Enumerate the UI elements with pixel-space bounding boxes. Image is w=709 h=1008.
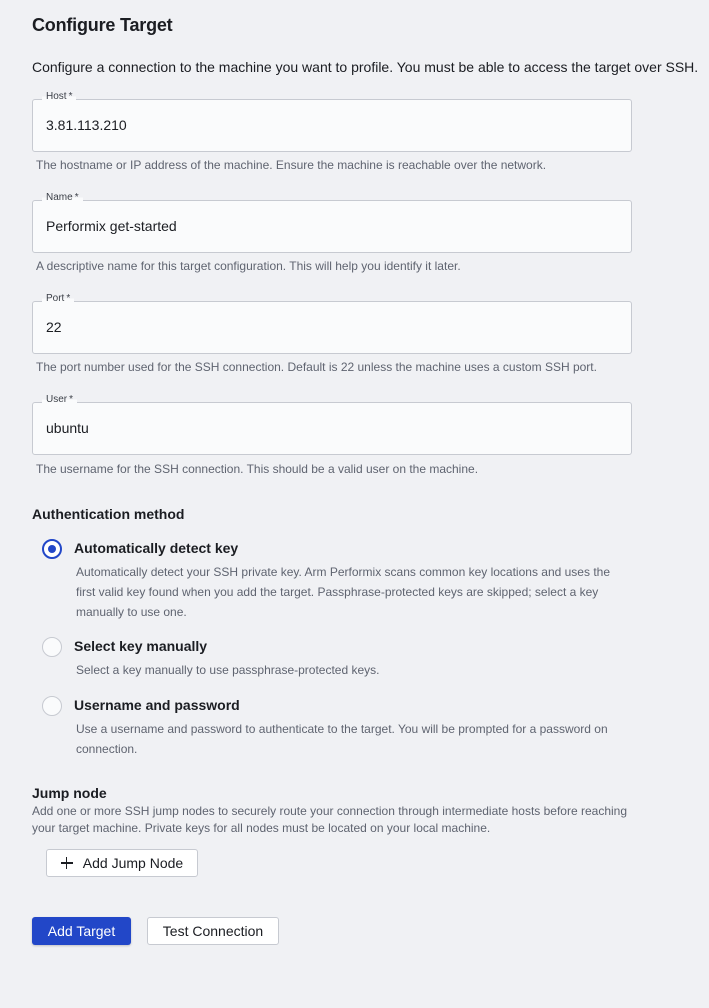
plus-icon [61, 857, 73, 869]
auth-heading: Authentication method [32, 506, 185, 522]
auth-auto-radio[interactable] [42, 539, 62, 559]
port-label: Port * [42, 293, 74, 304]
user-input[interactable] [46, 420, 606, 436]
auth-password-title[interactable]: Username and password [74, 697, 240, 713]
auth-auto-title[interactable]: Automatically detect key [74, 540, 239, 556]
host-label: Host * [42, 91, 76, 102]
user-field[interactable] [32, 394, 632, 455]
auth-password-radio[interactable] [42, 696, 62, 716]
port-input[interactable] [46, 319, 606, 335]
jump-node-heading: Jump node [32, 785, 107, 801]
host-help: The hostname or IP address of the machine. Ensure the machine is reachable over the network. [36, 158, 547, 172]
auth-manual-radio[interactable] [42, 637, 62, 657]
port-help: The port number used for the SSH connection. Default is 22 unless the machine uses a custom SSH port. [36, 360, 597, 374]
page-intro: Configure a connection to the machine you want to profile. You must be able to access the target over SSH. [32, 59, 699, 75]
user-label: User * [42, 394, 77, 405]
add-jump-node-button[interactable] [46, 849, 198, 877]
port-field[interactable] [32, 293, 632, 354]
add-target-button[interactable]: Add Target [32, 917, 131, 945]
host-field[interactable] [32, 91, 632, 152]
auth-password-description: Use a username and password to authenticate to the target. You will be prompted for a password on connection. [76, 722, 608, 756]
name-input[interactable] [46, 218, 606, 234]
auth-manual-description: Select a key manually to use passphrase-protected keys. [76, 663, 380, 677]
add-jump-node-label: Add Jump Node [82, 855, 184, 871]
name-field[interactable] [32, 192, 632, 253]
auth-auto-description: Automatically detect your SSH private key. Arm Performix scans common key locations and uses the first valid key found when you add the target. Passphrase-protected keys are skipped; select a key manually to use one. [76, 565, 610, 619]
user-help: The username for the SSH connection. This should be a valid user on the machine. [36, 462, 479, 476]
name-label: Name * [42, 192, 83, 203]
test-connection-button[interactable]: Test Connection [147, 917, 279, 945]
auth-manual-title[interactable]: Select key manually [74, 638, 208, 654]
name-help: A descriptive name for this target configuration. This will help you identify it later. [36, 259, 461, 273]
page-title: Configure Target [32, 15, 173, 35]
jump-node-description: Add one or more SSH jump nodes to securely route your connection through intermediate hosts before reaching your target machine. Private keys for all nodes must be located on your local machine. [32, 804, 628, 835]
host-input[interactable] [46, 117, 606, 133]
